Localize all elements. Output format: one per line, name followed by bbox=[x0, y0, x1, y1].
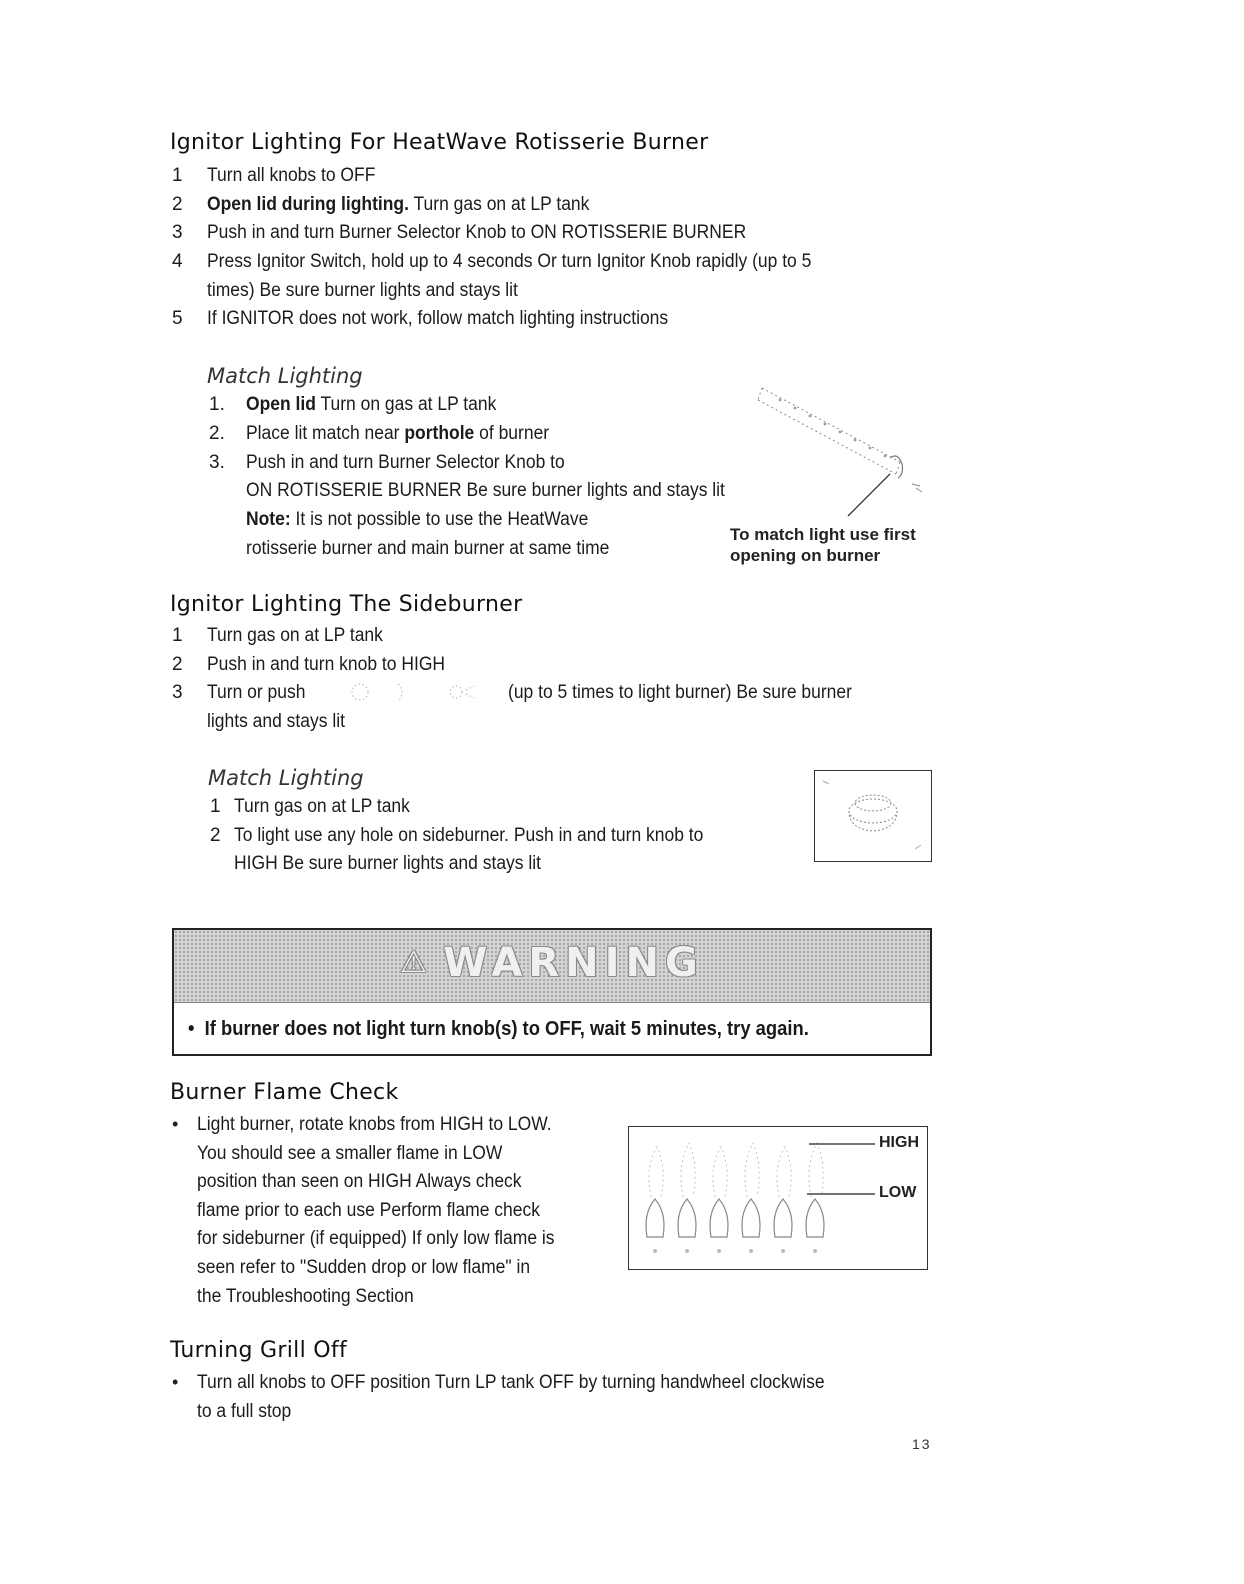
step-number: 5 bbox=[172, 308, 183, 329]
step-number: 3 bbox=[172, 682, 183, 703]
step-number: 1. bbox=[209, 394, 225, 415]
step-text: (up to 5 times to light burner) Be sure burner bbox=[508, 682, 852, 703]
bullet-icon: • bbox=[188, 1018, 205, 1040]
step-number: 3 bbox=[172, 222, 183, 243]
section-title-sideburner: Ignitor Lighting The Sideburner bbox=[170, 592, 523, 617]
step-text: Push in and turn Burner Selector Knob to ON ROTISSERIE BURNER bbox=[207, 222, 747, 243]
section-title-grill-off: Turning Grill Off bbox=[170, 1338, 347, 1363]
note-text: Note: It is not possible to use the HeatWave bbox=[246, 509, 589, 530]
paragraph-line: to a full stop bbox=[197, 1401, 292, 1422]
paragraph-line: You should see a smaller flame in LOW bbox=[197, 1143, 503, 1164]
section-title-flame-check: Burner Flame Check bbox=[170, 1080, 399, 1105]
step-number: 3. bbox=[209, 452, 225, 473]
step-text-continued: times) Be sure burner lights and stays lit bbox=[207, 280, 518, 301]
step-text: Place lit match near porthole of burner bbox=[246, 423, 550, 444]
warning-banner bbox=[174, 930, 930, 1003]
paragraph-line: position than seen on HIGH Always check bbox=[197, 1171, 522, 1192]
step-text: Turn all knobs to OFF bbox=[207, 165, 376, 186]
warning-triangle-icon: ⚠ bbox=[400, 945, 434, 980]
step-text: Open lid during lighting. Turn gas on at LP tank bbox=[207, 194, 590, 215]
sideburner-match-title: Match Lighting bbox=[208, 766, 364, 790]
bullet-icon: • bbox=[172, 1114, 179, 1134]
step-text-continued: lights and stays lit bbox=[207, 711, 345, 732]
burner-caption: To match light use first opening on burner bbox=[730, 525, 916, 565]
warning-title: ⚠ WARNING bbox=[400, 940, 704, 986]
page-number: 13 bbox=[912, 1436, 932, 1452]
flame-diagram bbox=[628, 1126, 928, 1270]
high-flame-label: HIGH bbox=[879, 1134, 919, 1151]
step-text: Turn gas on at LP tank bbox=[234, 796, 410, 817]
step-number: 1 bbox=[172, 625, 183, 646]
step-text: To light use any hole on sideburner. Push in and turn knob to bbox=[234, 825, 704, 846]
step-text: Press Ignitor Switch, hold up to 4 seconds Or turn Ignitor Knob rapidly (up to 5 bbox=[207, 251, 812, 272]
step-number: 2 bbox=[172, 654, 183, 675]
step-text: Push in and turn knob to HIGH bbox=[207, 654, 446, 675]
step-text: Open lid Turn on gas at LP tank bbox=[246, 394, 497, 415]
section-title-rotisserie: Ignitor Lighting For HeatWave Rotisserie Burner bbox=[170, 130, 709, 155]
step-number: 2 bbox=[210, 825, 221, 846]
match-lighting-title: Match Lighting bbox=[207, 364, 363, 388]
step-number: 2. bbox=[209, 423, 225, 444]
step-text-continued: ON ROTISSERIE BURNER Be sure burner lights and stays lit bbox=[246, 480, 725, 501]
warning-text: • If burner does not light turn knob(s) to OFF, wait 5 minutes, try again. bbox=[188, 1018, 809, 1040]
step-number: 1 bbox=[210, 796, 221, 817]
paragraph-line: seen refer to "Sudden drop or low flame" in bbox=[197, 1257, 531, 1278]
step-text-continued: HIGH Be sure burner lights and stays lit bbox=[234, 853, 542, 874]
low-flame-label: LOW bbox=[879, 1184, 917, 1201]
warning-box bbox=[172, 928, 932, 1056]
paragraph-line: flame prior to each use Perform flame check bbox=[197, 1200, 540, 1221]
sideburner-illustration bbox=[814, 770, 932, 862]
step-text: Turn or push bbox=[207, 682, 306, 703]
paragraph-line: the Troubleshooting Section bbox=[197, 1286, 414, 1307]
step-number: 4 bbox=[172, 251, 183, 272]
step-number: 1 bbox=[172, 165, 183, 186]
step-text: Push in and turn Burner Selector Knob to bbox=[246, 452, 565, 473]
paragraph-line: for sideburner (if equipped) If only low flame is bbox=[197, 1228, 555, 1249]
step-number: 2 bbox=[172, 194, 183, 215]
paragraph-line: Light burner, rotate knobs from HIGH to LOW. bbox=[197, 1114, 552, 1135]
note-text-continued: rotisserie burner and main burner at same time bbox=[246, 538, 610, 559]
rotisserie-burner-illustration bbox=[740, 370, 940, 530]
bullet-icon: • bbox=[172, 1372, 179, 1392]
ignitor-icons bbox=[338, 680, 498, 706]
step-text: If IGNITOR does not work, follow match lighting instructions bbox=[207, 308, 669, 329]
step-text: Turn gas on at LP tank bbox=[207, 625, 383, 646]
paragraph-line: Turn all knobs to OFF position Turn LP tank OFF by turning handwheel clockwise bbox=[197, 1372, 825, 1393]
